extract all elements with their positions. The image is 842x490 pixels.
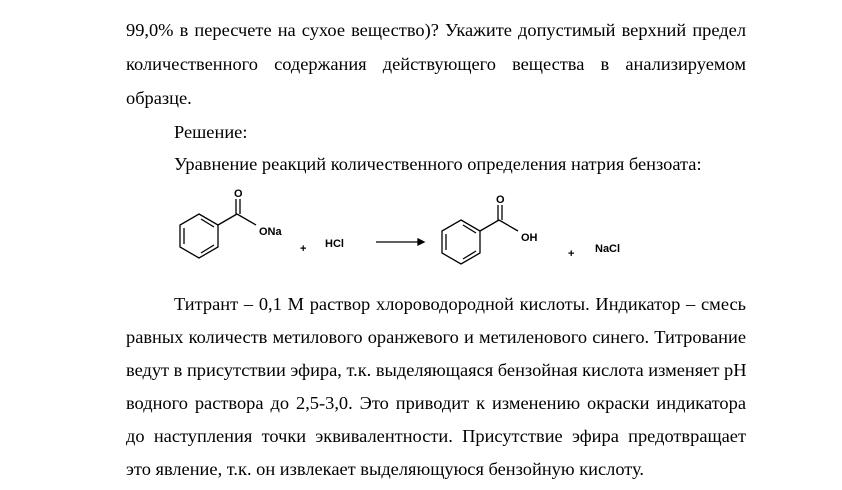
benzene-ring-product [442, 220, 480, 264]
reaction-caption: Уравнение реакций количественного определения натрия бензоата: [174, 154, 702, 174]
text-line: ведут в присутствии эфира, т.к. выделяющаяся бензойная кислота изменяет pH [126, 360, 747, 380]
ona-label: ONa [259, 226, 282, 238]
plus-sign: + [300, 243, 307, 255]
text-line: это явление, т.к. он извлекает выделяющуюся бензойную кислоту. [126, 459, 645, 479]
hcl-label: HCl [325, 238, 344, 250]
carbonyl-oxygen-label: O [496, 194, 505, 206]
text-line: образце. [126, 88, 192, 108]
reaction-arrow [376, 239, 424, 245]
nacl-label: NaCl [595, 243, 621, 255]
text-line: водного раствора до 2,5-3,0. Это приводит к изменению окраски индикатора [126, 393, 746, 413]
text-line: количественного содержания действующего вещества в анализируемом [126, 54, 746, 74]
oh-label: OH [521, 232, 538, 244]
benzene-ring-reactant [180, 214, 218, 258]
plus-sign: + [568, 248, 575, 260]
carbonyl-oxygen-label: O [234, 188, 243, 200]
text-line: до наступления точки эквивалентности. Присутствие эфира предотвращает [126, 426, 746, 446]
text-line: 99,0% в пересчете на сухое вещество)? Укажите допустимый верхний предел [126, 20, 746, 40]
solution-heading: Решение: [174, 122, 248, 142]
text-line: Титрант – 0,1 М раствор хлороводородной кислоты. Индикатор – смесь [174, 294, 746, 314]
text-line: равных количеств метилового оранжевого и метиленового синего. Титрование [126, 327, 746, 347]
